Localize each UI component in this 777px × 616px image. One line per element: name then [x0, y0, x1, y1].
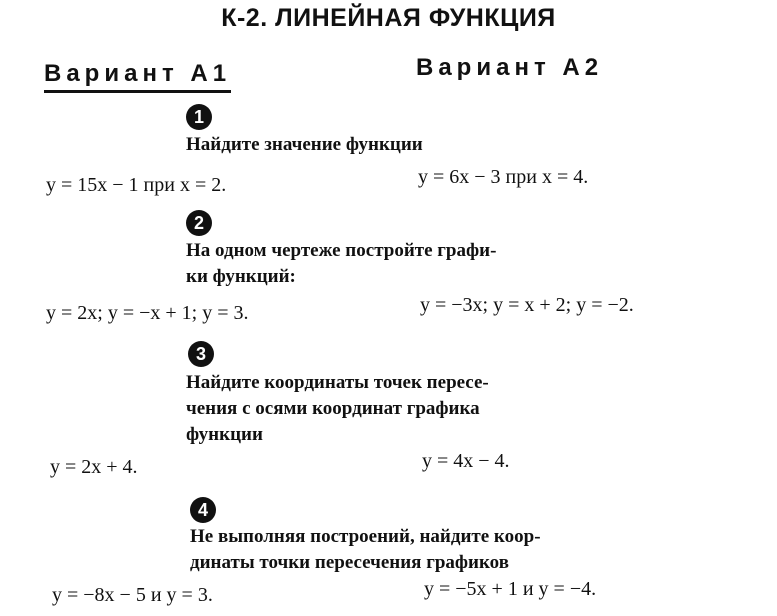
task-3-instruction: [186, 370, 489, 448]
task-1-number-badge: 1: [186, 104, 212, 130]
task-3-formula-a1: y = 2x + 4.: [50, 456, 138, 478]
task-2-instruction-line: ки функций:: [186, 266, 296, 287]
task-3-instruction-line: чения с осями координат графика: [186, 398, 480, 419]
task-4-formula-a1: y = −8x − 5 и y = 3.: [52, 584, 213, 606]
variant-a2-heading: Вариант А2: [416, 54, 604, 81]
task-3-formula-a2: y = 4x − 4.: [422, 450, 510, 472]
task-1-formula-a1: y = 15x − 1 при x = 2.: [46, 174, 227, 196]
page-title: К-2. ЛИНЕЙНАЯ ФУНКЦИЯ: [221, 4, 556, 32]
task-3-instruction-line: функции: [186, 424, 263, 445]
task-2-number-badge: 2: [186, 210, 212, 236]
task-1-instruction: [186, 132, 423, 158]
task-2-formula-a2: y = −3x; y = x + 2; y = −2.: [420, 294, 634, 316]
task-1-instruction-line: Найдите значение функции: [186, 134, 423, 155]
task-2-instruction-line: На одном чертеже постройте графи-: [186, 240, 497, 261]
task-2-formula-a1: y = 2x; y = −x + 1; y = 3.: [46, 302, 249, 324]
task-4-number-badge: 4: [190, 497, 216, 523]
task-4-instruction-line: динаты точки пересечения графиков: [190, 552, 509, 573]
task-4-formula-a2: y = −5x + 1 и y = −4.: [424, 578, 597, 600]
task-4-instruction: [190, 524, 541, 576]
task-3-number-badge: 3: [188, 341, 214, 367]
task-1-formula-a2: y = 6x − 3 при x = 4.: [418, 166, 589, 188]
variant-a1-heading: Вариант А1: [44, 60, 231, 93]
task-2-instruction: [186, 238, 496, 290]
task-4-instruction-line: Не выполняя построений, найдите коор-: [190, 526, 541, 547]
task-3-instruction-line: Найдите координаты точек пересе-: [186, 372, 489, 393]
